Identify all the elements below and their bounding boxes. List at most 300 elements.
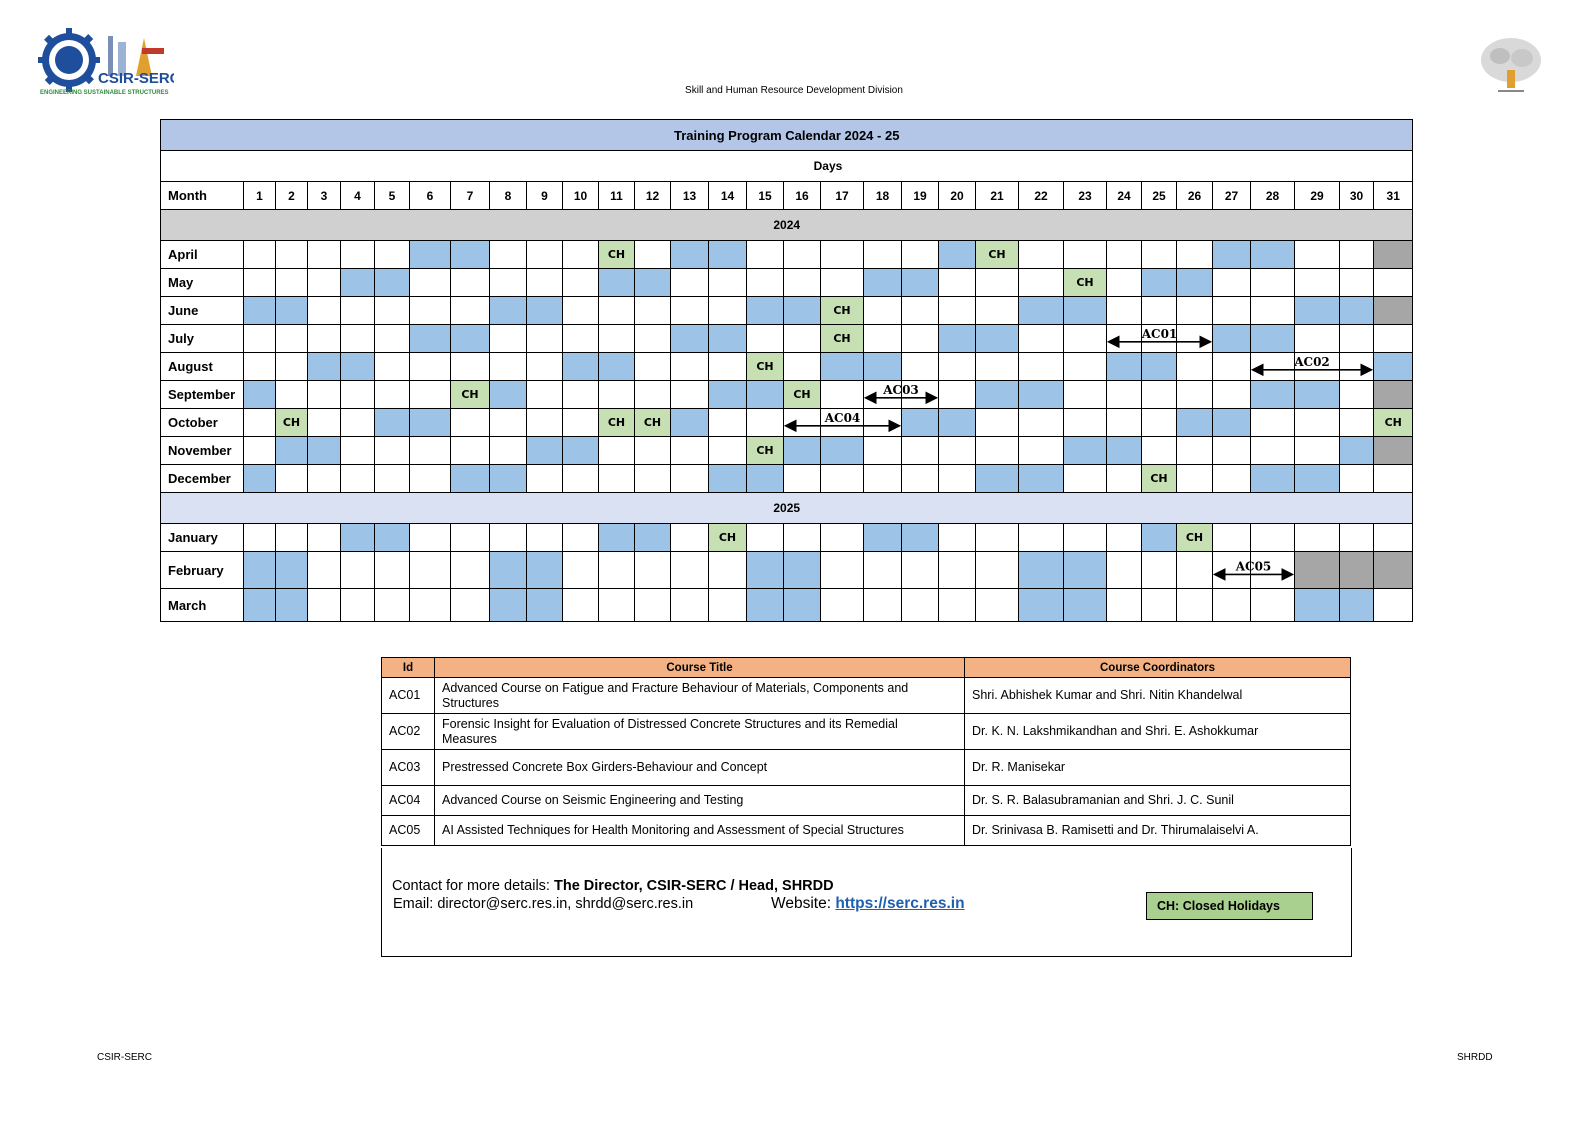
day-cell [244, 269, 276, 297]
day-cell [1374, 589, 1413, 622]
day-cell [1177, 552, 1213, 589]
day-cell [276, 353, 308, 381]
day-cell [671, 381, 709, 409]
course-row [382, 786, 1351, 816]
day-cell [671, 353, 709, 381]
day-cell [1177, 353, 1213, 381]
weekend-cell [276, 589, 308, 622]
day-cell [244, 353, 276, 381]
month-name: December [161, 465, 244, 493]
day-cell [709, 269, 747, 297]
month-row [161, 241, 1413, 269]
day-cell [635, 297, 671, 325]
day-cell [1177, 589, 1213, 622]
weekend-cell [1177, 409, 1213, 437]
day-cell [451, 589, 490, 622]
weekend-cell [451, 241, 490, 269]
day-cell [410, 524, 451, 552]
day-cell [1064, 241, 1107, 269]
weekend-cell [784, 297, 821, 325]
weekend-cell [939, 241, 976, 269]
course-span-label: AC04 [824, 410, 861, 425]
day-cell [1064, 465, 1107, 493]
day-cell [244, 524, 276, 552]
invalid-day-cell [1374, 297, 1413, 325]
day-cell [976, 353, 1019, 381]
weekend-cell [709, 465, 747, 493]
days-label-row [161, 151, 1413, 182]
day-number: 24 [1107, 182, 1142, 210]
day-cell [490, 409, 527, 437]
day-cell [451, 552, 490, 589]
day-cell [1295, 437, 1340, 465]
closed-holiday-cell: CH [1064, 269, 1107, 297]
day-number: 23 [1064, 182, 1107, 210]
day-cell [527, 269, 563, 297]
day-number: 6 [410, 182, 451, 210]
day-cell [747, 241, 784, 269]
day-cell [375, 241, 410, 269]
weekend-cell [599, 269, 635, 297]
day-number: 12 [635, 182, 671, 210]
day-cell [864, 409, 902, 437]
weekend-cell [375, 269, 410, 297]
website-line [771, 895, 965, 913]
day-cell [1340, 241, 1374, 269]
day-cell [1340, 269, 1374, 297]
footer-right: SHRDD [1457, 1052, 1493, 1063]
day-cell [1295, 325, 1340, 353]
weekend-cell [1295, 465, 1340, 493]
weekend-cell [490, 589, 527, 622]
course-coordinators: Dr. K. N. Lakshmikandhan and Shri. E. Ashokkumar [965, 714, 1351, 750]
weekend-cell [410, 241, 451, 269]
course-row [382, 816, 1351, 846]
day-cell [1142, 381, 1177, 409]
weekend-cell [1107, 353, 1142, 381]
day-cell [599, 297, 635, 325]
day-cell [1019, 269, 1064, 297]
day-cell [1213, 524, 1251, 552]
day-cell [709, 552, 747, 589]
weekend-cell [902, 269, 939, 297]
weekend-cell [341, 353, 375, 381]
month-row [161, 524, 1413, 552]
day-cell [308, 409, 341, 437]
day-cell [1213, 552, 1251, 589]
day-cell [864, 241, 902, 269]
logo-tagline: ENGINEERING SUSTAINABLE STRUCTURES [40, 90, 169, 96]
day-cell [308, 589, 341, 622]
course-title: Advanced Course on Fatigue and Fracture Behaviour of Materials, Components and Structures [435, 678, 965, 714]
day-cell [902, 353, 939, 381]
weekend-cell [276, 437, 308, 465]
day-cell [1019, 524, 1064, 552]
day-cell [821, 409, 864, 437]
closed-holiday-cell: CH [635, 409, 671, 437]
month-row [161, 297, 1413, 325]
weekend-cell [709, 241, 747, 269]
website-link[interactable]: https://serc.res.in [835, 895, 965, 912]
logo-text: CSIR-SERC [98, 70, 174, 87]
day-cell [308, 465, 341, 493]
weekend-cell [939, 409, 976, 437]
year-label: 2025 [161, 493, 1413, 524]
day-number: 27 [1213, 182, 1251, 210]
day-cell [276, 465, 308, 493]
weekend-cell [671, 409, 709, 437]
day-cell [1213, 381, 1251, 409]
month-name: September [161, 381, 244, 409]
weekend-cell [341, 269, 375, 297]
weekend-cell [1142, 353, 1177, 381]
weekend-cell [1019, 552, 1064, 589]
day-cell [410, 465, 451, 493]
day-cell [784, 353, 821, 381]
weekend-cell [527, 552, 563, 589]
division-title: Skill and Human Resource Development Division [685, 85, 903, 96]
day-cell [1251, 409, 1295, 437]
weekend-cell [635, 524, 671, 552]
day-cell [747, 269, 784, 297]
day-cell [939, 524, 976, 552]
weekend-cell [308, 437, 341, 465]
course-title: Forensic Insight for Evaluation of Distressed Concrete Structures and its Remedial Measures [435, 714, 965, 750]
weekend-cell [1340, 589, 1374, 622]
day-cell [1064, 381, 1107, 409]
invalid-day-cell [1374, 241, 1413, 269]
day-cell [864, 437, 902, 465]
course-span-label: AC01 [1141, 326, 1178, 341]
day-cell [1213, 465, 1251, 493]
weekend-cell [1064, 552, 1107, 589]
day-cell [902, 325, 939, 353]
day-cell [599, 381, 635, 409]
day-cell [375, 437, 410, 465]
day-cell [864, 381, 902, 409]
closed-holiday-cell: CH [1142, 465, 1177, 493]
day-cell [1251, 437, 1295, 465]
day-cell [939, 381, 976, 409]
weekend-cell [902, 524, 939, 552]
day-cell [1295, 353, 1340, 381]
weekend-cell [527, 297, 563, 325]
day-cell [939, 465, 976, 493]
weekend-cell [563, 437, 599, 465]
day-cell [410, 589, 451, 622]
day-number: 18 [864, 182, 902, 210]
day-cell [939, 589, 976, 622]
day-cell [1064, 524, 1107, 552]
day-cell [1019, 241, 1064, 269]
course-id: AC01 [382, 678, 435, 714]
day-number: 7 [451, 182, 490, 210]
month-row [161, 409, 1413, 437]
day-cell [451, 409, 490, 437]
day-cell [276, 269, 308, 297]
day-cell [709, 353, 747, 381]
day-cell [671, 524, 709, 552]
weekend-cell [490, 552, 527, 589]
day-cell [671, 437, 709, 465]
day-cell [1019, 409, 1064, 437]
weekend-cell [1177, 269, 1213, 297]
day-number: 22 [1019, 182, 1064, 210]
weekend-cell [1251, 465, 1295, 493]
day-cell [490, 524, 527, 552]
day-cell [902, 241, 939, 269]
footer-left: CSIR-SERC [97, 1052, 153, 1063]
course-row [382, 750, 1351, 786]
day-cell [709, 437, 747, 465]
day-cell [1251, 353, 1295, 381]
course-title: Advanced Course on Seismic Engineering and Testing [435, 786, 965, 816]
day-cell [939, 552, 976, 589]
course-row [382, 714, 1351, 750]
weekend-cell [671, 241, 709, 269]
day-cell [1107, 409, 1142, 437]
course-span-label: AC05 [1235, 559, 1272, 574]
day-cell [1177, 381, 1213, 409]
weekend-cell [1213, 241, 1251, 269]
weekend-cell [709, 381, 747, 409]
day-cell [563, 297, 599, 325]
day-cell [635, 381, 671, 409]
day-cell [976, 297, 1019, 325]
day-cell [864, 465, 902, 493]
month-row [161, 381, 1413, 409]
day-cell [821, 465, 864, 493]
weekend-cell [308, 353, 341, 381]
day-cell [1107, 524, 1142, 552]
day-cell [308, 269, 341, 297]
weekend-cell [244, 381, 276, 409]
day-cell [451, 437, 490, 465]
day-cell [1177, 465, 1213, 493]
day-cell [939, 437, 976, 465]
day-cell [599, 437, 635, 465]
weekend-cell [410, 325, 451, 353]
course-id: AC05 [382, 816, 435, 846]
legend-closed-holidays: CH: Closed Holidays [1146, 892, 1313, 920]
weekend-cell [671, 325, 709, 353]
weekend-cell [1295, 589, 1340, 622]
weekend-cell [563, 353, 599, 381]
day-cell [276, 241, 308, 269]
day-number: 21 [976, 182, 1019, 210]
day-cell [375, 353, 410, 381]
day-cell [821, 524, 864, 552]
day-cell [1213, 437, 1251, 465]
day-number: 14 [709, 182, 747, 210]
closed-holiday-cell: CH [1374, 409, 1413, 437]
weekend-cell [1064, 437, 1107, 465]
day-cell [784, 409, 821, 437]
day-cell [410, 552, 451, 589]
day-cell [1064, 409, 1107, 437]
day-cell [341, 381, 375, 409]
day-cell [244, 437, 276, 465]
day-cell [341, 325, 375, 353]
day-cell [527, 241, 563, 269]
weekend-cell [410, 409, 451, 437]
day-cell [902, 589, 939, 622]
day-cell [784, 465, 821, 493]
closed-holiday-cell: CH [747, 353, 784, 381]
day-cell [451, 269, 490, 297]
header-id: Id [382, 658, 435, 678]
weekend-cell [747, 381, 784, 409]
day-cell [976, 269, 1019, 297]
day-cell [599, 552, 635, 589]
day-cell [1340, 409, 1374, 437]
weekend-cell [747, 297, 784, 325]
weekend-cell [527, 589, 563, 622]
day-cell [939, 297, 976, 325]
day-cell [1019, 437, 1064, 465]
day-number: 9 [527, 182, 563, 210]
day-cell [939, 269, 976, 297]
day-cell [1064, 325, 1107, 353]
month-name: January [161, 524, 244, 552]
month-name: February [161, 552, 244, 589]
day-cell [527, 353, 563, 381]
day-cell [599, 589, 635, 622]
day-cell [1177, 241, 1213, 269]
day-cell [821, 589, 864, 622]
day-cell [939, 353, 976, 381]
day-cell [635, 325, 671, 353]
weekend-cell [1251, 381, 1295, 409]
day-cell [599, 465, 635, 493]
day-cell [671, 552, 709, 589]
day-cell [1064, 353, 1107, 381]
day-cell [976, 552, 1019, 589]
day-cell [1340, 381, 1374, 409]
day-number: 15 [747, 182, 784, 210]
day-number: 20 [939, 182, 976, 210]
day-cell [308, 552, 341, 589]
day-cell [902, 297, 939, 325]
day-cell [1374, 524, 1413, 552]
day-cell [308, 297, 341, 325]
course-row [382, 678, 1351, 714]
day-cell [490, 437, 527, 465]
day-cell [1374, 465, 1413, 493]
day-cell [1213, 353, 1251, 381]
day-cell [410, 297, 451, 325]
month-name: August [161, 353, 244, 381]
day-number: 25 [1142, 182, 1177, 210]
weekend-cell [1064, 297, 1107, 325]
day-cell [563, 524, 599, 552]
weekend-cell [976, 325, 1019, 353]
day-cell [527, 325, 563, 353]
contact-who: The Director, CSIR-SERC / Head, SHRDD [554, 878, 834, 894]
day-number: 2 [276, 182, 308, 210]
weekend-cell [709, 325, 747, 353]
day-cell [1019, 325, 1064, 353]
weekend-cell [902, 409, 939, 437]
day-cell [821, 241, 864, 269]
day-cell [1107, 325, 1142, 353]
day-number: 5 [375, 182, 410, 210]
weekend-cell [599, 524, 635, 552]
day-cell [410, 269, 451, 297]
day-cell [410, 381, 451, 409]
day-cell [563, 552, 599, 589]
weekend-cell [747, 589, 784, 622]
month-name: November [161, 437, 244, 465]
day-cell [635, 589, 671, 622]
day-cell [527, 465, 563, 493]
day-cell [1251, 269, 1295, 297]
day-cell [1213, 589, 1251, 622]
website-label: Website: [771, 895, 836, 912]
weekend-cell [375, 409, 410, 437]
weekend-cell [276, 297, 308, 325]
day-number: 1 [244, 182, 276, 210]
day-cell [410, 437, 451, 465]
day-cell [341, 241, 375, 269]
day-cell [671, 589, 709, 622]
day-cell [1177, 297, 1213, 325]
day-cell [308, 241, 341, 269]
day-cell [410, 353, 451, 381]
weekend-cell [864, 524, 902, 552]
day-cell [563, 241, 599, 269]
month-header: Month [161, 182, 244, 210]
day-cell [1213, 269, 1251, 297]
day-number: 10 [563, 182, 599, 210]
blank-cell [161, 151, 244, 182]
day-cell [527, 381, 563, 409]
day-cell [1107, 589, 1142, 622]
course-id: AC02 [382, 714, 435, 750]
day-cell [784, 241, 821, 269]
day-cell [276, 325, 308, 353]
month-name: October [161, 409, 244, 437]
weekend-cell [1340, 297, 1374, 325]
weekend-cell [375, 524, 410, 552]
day-cell [490, 353, 527, 381]
day-cell [563, 325, 599, 353]
day-cell [1142, 552, 1177, 589]
day-cell [451, 297, 490, 325]
weekend-cell [976, 465, 1019, 493]
weekend-cell [864, 269, 902, 297]
day-number: 19 [902, 182, 939, 210]
weekend-cell [821, 353, 864, 381]
header-course-title: Course Title [435, 658, 965, 678]
day-cell [1340, 325, 1374, 353]
day-cell [563, 269, 599, 297]
weekend-cell [939, 325, 976, 353]
weekend-cell [1142, 524, 1177, 552]
day-cell [1251, 589, 1295, 622]
header-coordinators: Course Coordinators [965, 658, 1351, 678]
day-cell [1107, 241, 1142, 269]
day-cell [527, 524, 563, 552]
weekend-cell [527, 437, 563, 465]
weekend-cell [244, 552, 276, 589]
day-cell [902, 552, 939, 589]
day-cell [821, 381, 864, 409]
month-name: July [161, 325, 244, 353]
day-cell [1142, 241, 1177, 269]
day-cell [1107, 381, 1142, 409]
day-cell [451, 353, 490, 381]
